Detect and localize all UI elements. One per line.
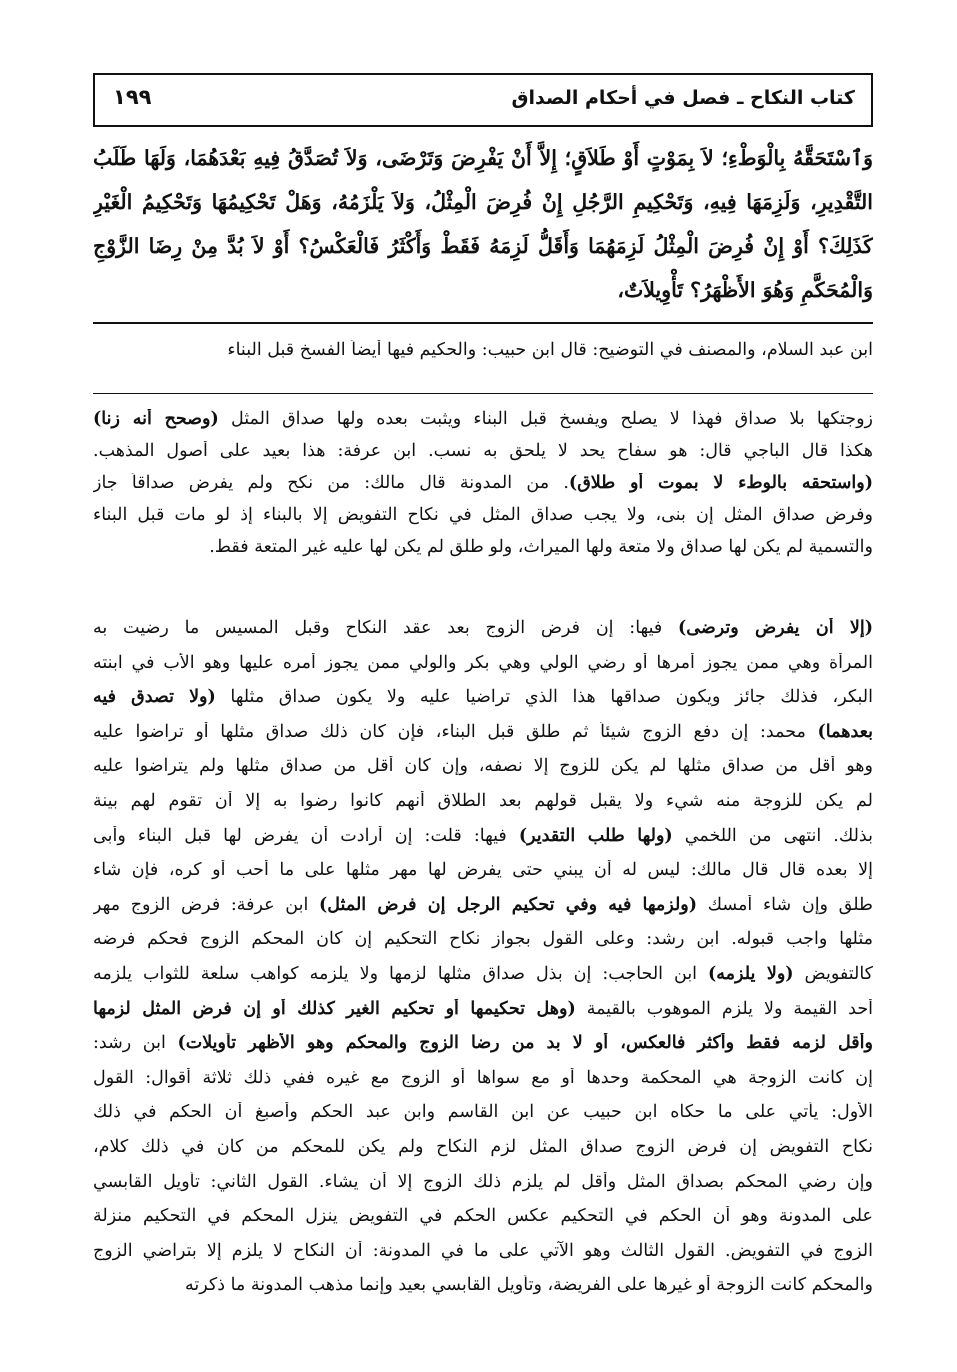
footnote-continuation: ابن عبد السلام، والمصنف في التوضيح: قال ابن حبيب: والحكيم فيها أيضاً الفسخ قبل البناء — [227, 340, 873, 360]
matn-citation: (ولزمها فيه وفي تحكيم الرجل إن فرض المثل) — [319, 894, 698, 915]
line-text: نكاح التفويض إن فرض الزوج صداق المثل لزم النكاح ولم يكن للمحكم من كان في ذلك كلام، — [93, 1137, 873, 1157]
text-line — [93, 1275, 873, 1313]
line-text: والمحكم كانت الزوجة أو غيرها على الفريضة، وتأويل القابسي بعيد وإنما مذهب المدونة ما ذكرته — [184, 1275, 873, 1296]
text-line — [93, 860, 873, 898]
text-line — [93, 1172, 873, 1210]
text-line — [93, 999, 873, 1037]
line-text: وفرض صداق المثل إن بنى، ولا يجب صداق المثل في نكاح التفويض إلا بالبناء إذ لو مات قبل البناء — [93, 505, 873, 525]
matn-citation: (ولا يلزمه) — [708, 964, 794, 984]
matn-citation: (وهل تحكيمها أو تحكيم الغير كذلك أو إن فرض المثل لزمها — [93, 998, 576, 1019]
text-line — [93, 1102, 873, 1140]
matn-line: وَالْمُحَكَّمِ وَهُوَ الأَظْهَرُ؟ تَأْوِيلاَتٌ، — [617, 278, 873, 302]
text-line — [93, 964, 873, 1002]
matn-citation: وأقل لزمه فقط وأكثر فالعكس، أو لا بد من رضا الزوج والمحكم وهو الأظهر تأويلات) — [177, 1033, 873, 1054]
line-text: وهو أقل من صداق مثلها لم يكن للزوج إلا نصفه، وإن كان أقل من صداق مثلها ولم يتراضوا عليه — [93, 756, 873, 777]
text-line — [93, 1137, 873, 1175]
line-text: الزوج في التفويض. القول الثالث وهو الآتي على ما في المدونة: أن النكاح لا يلزم إلا بتراضي الزوج — [93, 1240, 873, 1261]
text-line — [93, 1241, 873, 1279]
line-text: فيها: إن فرض الزوج بعد عقد النكاح وقبل المسيس ما رضيت به — [93, 618, 679, 638]
matn-line: وَٱسْتَحَقَّهُ بِالْوَطْءِ؛ لاَ بِمَوْتٍ أَوْ طَلاَقٍ؛ إِلاَّ أَنْ يَفْرِضَ وَتَرْضَى، وَلاَ تُصَدَّقُ فِيهِ بَعْدَهُمَا، وَلَهَا طَلَبُ — [93, 146, 873, 170]
line-text: كالتفويض — [793, 964, 873, 984]
line-text: فيها: قلت: إن أرادت أن يفرض لها قبل البناء وأبى — [93, 825, 519, 846]
line-text: والتسمية لم يكن لها صداق ولا متعة ولها الميراث، ولو طلق لم يكن لها عليه غير المتعة فقط. — [209, 537, 873, 557]
line-text: طلق وإن شاء أمسك — [697, 894, 873, 915]
matn-citation: (ولها طلب التقدير) — [518, 825, 673, 846]
line-text: مثلها واجب قبوله. ابن رشد: وعلى القول بجواز نكاح التحكيم إن كان المحكم الزوج فحكم فرضه — [93, 929, 873, 950]
text-line — [93, 653, 873, 691]
text-line — [93, 1206, 873, 1244]
text-line — [93, 929, 873, 967]
line-text: زوجتكها بلا صداق فهذا لا يصلح ويفسخ قبل البناء ويثبت بعده ولها صداق المثل — [218, 409, 873, 429]
line-text: أحد القيمة ولا يلزم الموهوب بالقيمة — [575, 998, 873, 1019]
matn-citation: (واستحقه بالوطء لا بموت أو طلاق) — [568, 473, 873, 493]
line-text: ابن عرفة: فرض الزوج مهر — [93, 894, 320, 915]
line-text: المرأة وهي ممن يجوز أمرها أو رضي الولي وهي بكر والولي ممن يجوز أمره عليها وهو الأب في ابنته — [93, 652, 873, 673]
text-line — [93, 722, 873, 760]
text-line — [93, 1068, 873, 1106]
line-text: محمد: إن دفع الزوج شيئاً ثم طلق قبل البناء، فإن كان ذلك صداق مثلها أو تراضوا عليه — [93, 721, 818, 742]
line-text: إلا بعده قال قال مالك: ليس له أن يبني حتى يفرض لها مهر مثلها على ما أحب أو كره، فإن شاء — [93, 860, 873, 881]
text-line — [93, 826, 873, 864]
line-text: هكذا قال الباجي قال: هو سفاح يحد لا يلحق به نسب. ابن عرفة: هذا بعيد على أصول المذهب. — [93, 441, 873, 461]
line-text: . من المدونة قال مالك: من نكح ولم يفرض صداقاً جاز — [93, 473, 569, 493]
matn-line: كَذَلِكَ؟ أَوْ إِنْ فُرِضَ الْمِثْلُ لَزِمَهُمَا وَأَقَلُّ لَزِمَهُ فَقَطْ وَأَكْثَرُ فَالْعَكْسُ؟ أَوْ لاَ بُدَّ مِنْ رِضَا الزَّوْجِ — [93, 234, 873, 258]
line-text: على المدونة وهو أن الحكم في التحكيم عكس الحكم في التفويض ينزل المحكم في التحكيم منزلة — [93, 1206, 873, 1227]
running-header — [93, 73, 873, 127]
matn-citation: بعدهما) — [817, 721, 873, 742]
page-number: ١٩٩ — [113, 85, 152, 109]
text-line — [93, 687, 873, 725]
line-text: إن كانت الزوجة هي المحكمة وحدها أو مع سواها أو الزوج مع غيره ففي ذلك ثلاثة أقوال: القول — [93, 1067, 873, 1088]
section-divider — [93, 393, 873, 394]
matn-line: التَّقْدِيرِ، وَلَزِمَهَا فِيهِ، وَتَحْكِيمِ الرَّجُلِ إِنْ فُرِضَ الْمِثْلُ، وَلاَ يَلْزَمُهُ، وَهَلْ تَحْكِيمُهَا وَتَحْكِيمُ الْغَيْرِ — [93, 190, 873, 214]
text-line — [93, 618, 873, 656]
text-line — [93, 756, 873, 794]
line-text: الأول: يأتي على ما حكاه ابن حبيب عن ابن القاسم وابن عبد الحكم وأصبغ أن الحكم في ذلك — [93, 1102, 873, 1123]
matn-citation: (وصحح أنه زنا) — [93, 409, 219, 429]
text-line — [93, 791, 873, 829]
line-text: ابن رشد: — [93, 1033, 178, 1054]
matn-text — [93, 136, 873, 312]
matn-citation: (ولا تصدق فيه — [93, 687, 216, 708]
matn-divider — [93, 322, 873, 324]
line-text: البكر، فذلك جائز ويكون صداقها هذا الذي تراضيا عليه ولا يكون صداق مثلها — [215, 687, 873, 708]
text-line — [93, 537, 873, 575]
text-line — [93, 1033, 873, 1071]
line-text: وإن رضي المحكم بصداق المثل وأقل لم يلزم ذلك الزوج إلا أن يشاء. القول الثاني: تأويل القابسي — [93, 1171, 873, 1192]
line-text: ابن الحاجب: إن بذل صداق مثلها لزمها ولا يلزمه كواهب سلعة للثواب يلزمه — [93, 964, 708, 984]
running-header-title: كتاب النكاح ـ فصل في أحكام الصداق — [511, 87, 855, 109]
matn-citation: (إلا أن يفرض وترضى) — [678, 618, 873, 638]
line-text: لم يكن للزوجة منه شيء ولا يقبل قولهم بعد الطلاق أنهم كانوا رضوا به إلا أن تقوم لهم بينة — [93, 791, 873, 811]
line-text: بذلك. انتهى من اللخمي — [672, 825, 873, 846]
text-line — [93, 895, 873, 933]
